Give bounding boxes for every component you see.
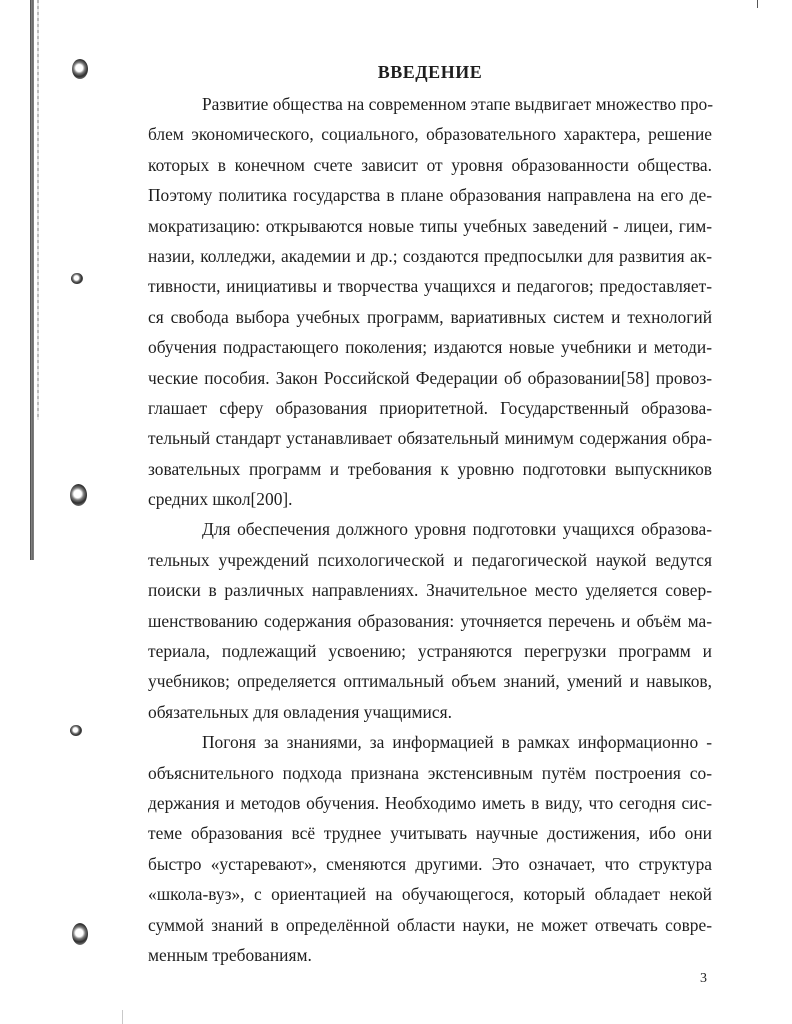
text-line: териала, подлежащий усвоению; устраняются перегрузки программ и [148,641,712,662]
scan-mark [757,0,758,8]
body-text [148,89,712,970]
text-line: учебников; определяется оптимальный объем знаний, умений и навыков, [148,671,712,692]
text-line: держания и методов обучения. Необходимо иметь в виду, что сегодня сис- [148,792,712,813]
text-line: поиски в различных направлениях. Значительное место уделяется совер- [148,580,712,601]
text-line: менным требованиям. [148,944,312,965]
text-line: обязательных для овладения учащимися. [148,701,452,722]
text-line: назии, колледжи, академии и др.; создаются предпосылки для развития ак- [148,245,712,266]
punch-hole-icon [70,484,87,506]
punch-hole-icon [71,273,83,284]
binding-edge [30,0,34,560]
text-line: тивности, инициативы и творчества учащихся и педагогов; предоставляет- [148,276,712,297]
text-line: суммой знаний в определённой области науки, не может отвечать совре- [148,914,712,935]
text-line: ческие пособия. Закон Российской Федерации об образовании[58] провоз- [148,367,712,388]
text-line: Для обеспечения должного уровня подготовки учащихся образова- [202,519,712,540]
text-line: теме образования всё труднее учитывать научные достижения, ибо они [148,823,712,844]
text-line: Развитие общества на современном этапе выдвигает множество про- [202,94,714,114]
punch-hole-icon [72,923,88,945]
text-line: средних школ[200]. [148,489,293,510]
text-line: ся свобода выбора учебных программ, вариативных систем и технологий [148,306,712,327]
page-title: ВВЕДЕНИЕ [377,62,483,82]
text-line: шенствованию содержания образования: уточняется перечень и объём ма- [148,610,712,631]
text-line: Погоня за знаниями, за информацией в рамках информационно - [202,732,712,753]
text-line: тельный стандарт устанавливает обязательный минимум содержания обра- [148,428,712,449]
text-line: «школа-вуз», с ориентацией на обучающегося, который обладает некой [148,884,712,905]
text-line: блем экономического, социального, образовательного характера, решение [148,124,712,145]
punch-hole-icon [70,725,82,736]
text-line: обучения подрастающего поколения; издаются новые учебники и методи- [148,337,712,358]
text-line: мократизацию: открываются новые типы учебных заведений - лицеи, гим- [148,215,712,236]
text-line: глашает сферу образования приоритетной. Государственный образова- [148,397,712,418]
text-line: тельных учреждений психологической и педагогической наукой ведутся [148,549,712,570]
scan-mark [122,1010,123,1024]
text-line: зовательных программ и требования к уровню подготовки выпускников [148,458,712,479]
page-number: 3 [700,971,707,986]
text-line: которых в конечном счете зависит от уровня образованности общества. [148,154,712,175]
text-line: Поэтому политика государства в плане образования направлена на его де- [148,185,712,206]
text-line: объяснительного подхода признана экстенсивным путём построения со- [148,762,712,783]
text-line: быстро «устаревают», сменяются другими. Это означает, что структура [148,853,712,874]
